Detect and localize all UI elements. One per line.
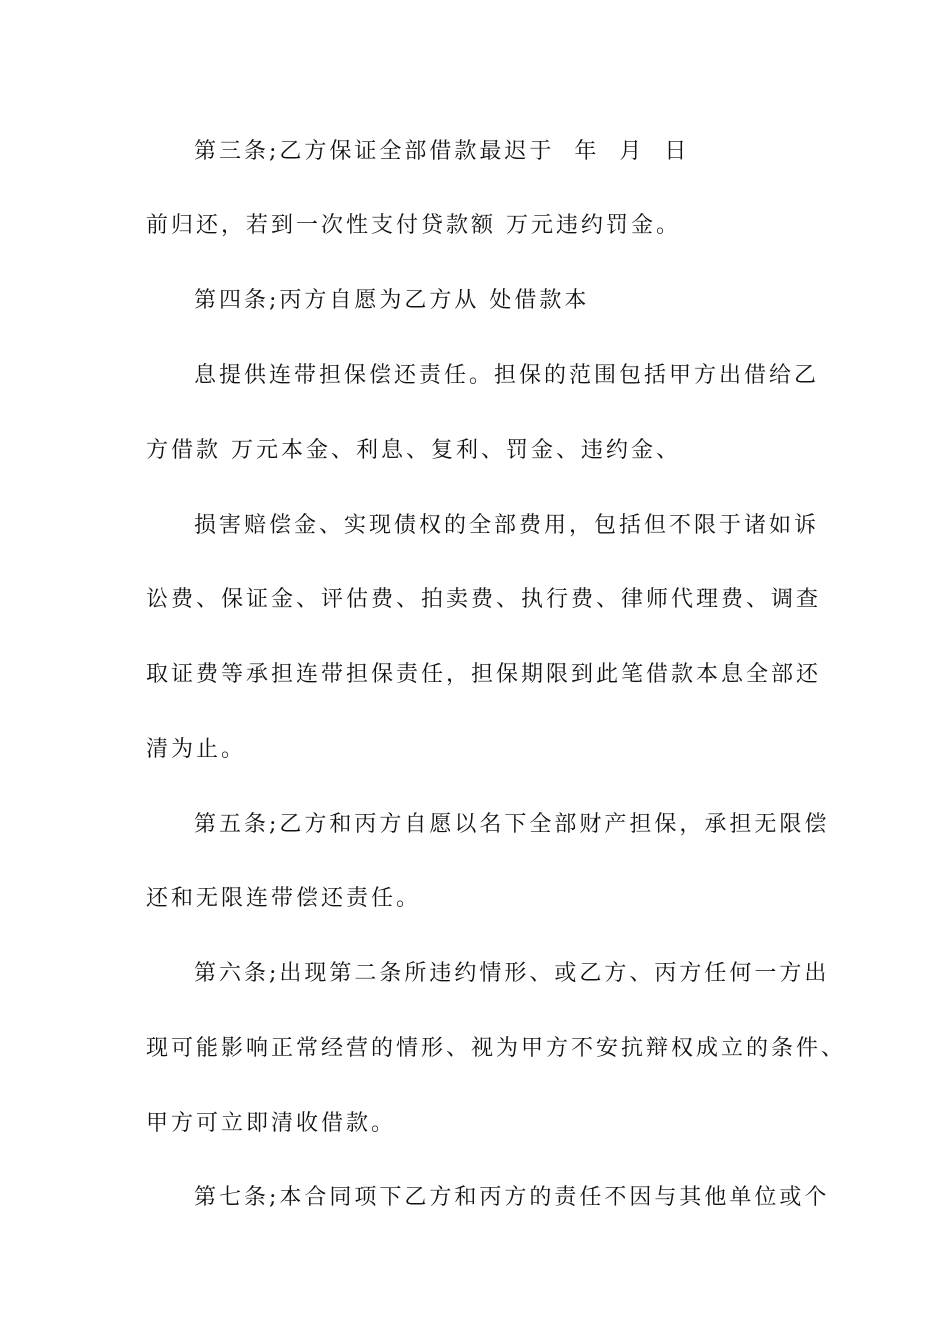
text-line-12: 第六条;出现第二条所违约情形、或乙方、丙方任何一方出 [194, 961, 830, 986]
text-line-6: 损害赔偿金、实现债权的全部费用，包括但不限于诸如诉 [194, 513, 820, 538]
text-line-10: 第五条;乙方和丙方自愿以名下全部财产担保，承担无限偿 [194, 812, 830, 837]
text-line-2: 前归还，若到一次性支付贷款额 万元违约罚金。 [146, 213, 681, 238]
text-line-14: 甲方可立即清收借款。 [146, 1111, 397, 1136]
text-line-9: 清为止。 [146, 737, 247, 762]
text-line-5: 方借款 万元本金、利息、复利、罚金、违约金、 [146, 438, 681, 463]
text-line-1: 第三条;乙方保证全部借款最迟于 年 月 日 [194, 139, 690, 164]
text-line-4: 息提供连带担保偿还责任。担保的范围包括甲方出借给乙 [194, 363, 820, 388]
text-line-3: 第四条;丙方自愿为乙方从 处借款本 [194, 288, 590, 313]
text-line-13: 现可能影响正常经营的情形、视为甲方不安抗辩权成立的条件、 [146, 1036, 847, 1061]
text-line-8: 取证费等承担连带担保责任，担保期限到此笔借款本息全部还 [146, 662, 822, 687]
text-line-7: 讼费、保证金、评估费、拍卖费、执行费、律师代理费、调查 [146, 587, 822, 612]
text-line-11: 还和无限连带偿还责任。 [146, 886, 422, 911]
text-line-15: 第七条;本合同项下乙方和丙方的责任不因与其他单位或个 [194, 1185, 830, 1210]
